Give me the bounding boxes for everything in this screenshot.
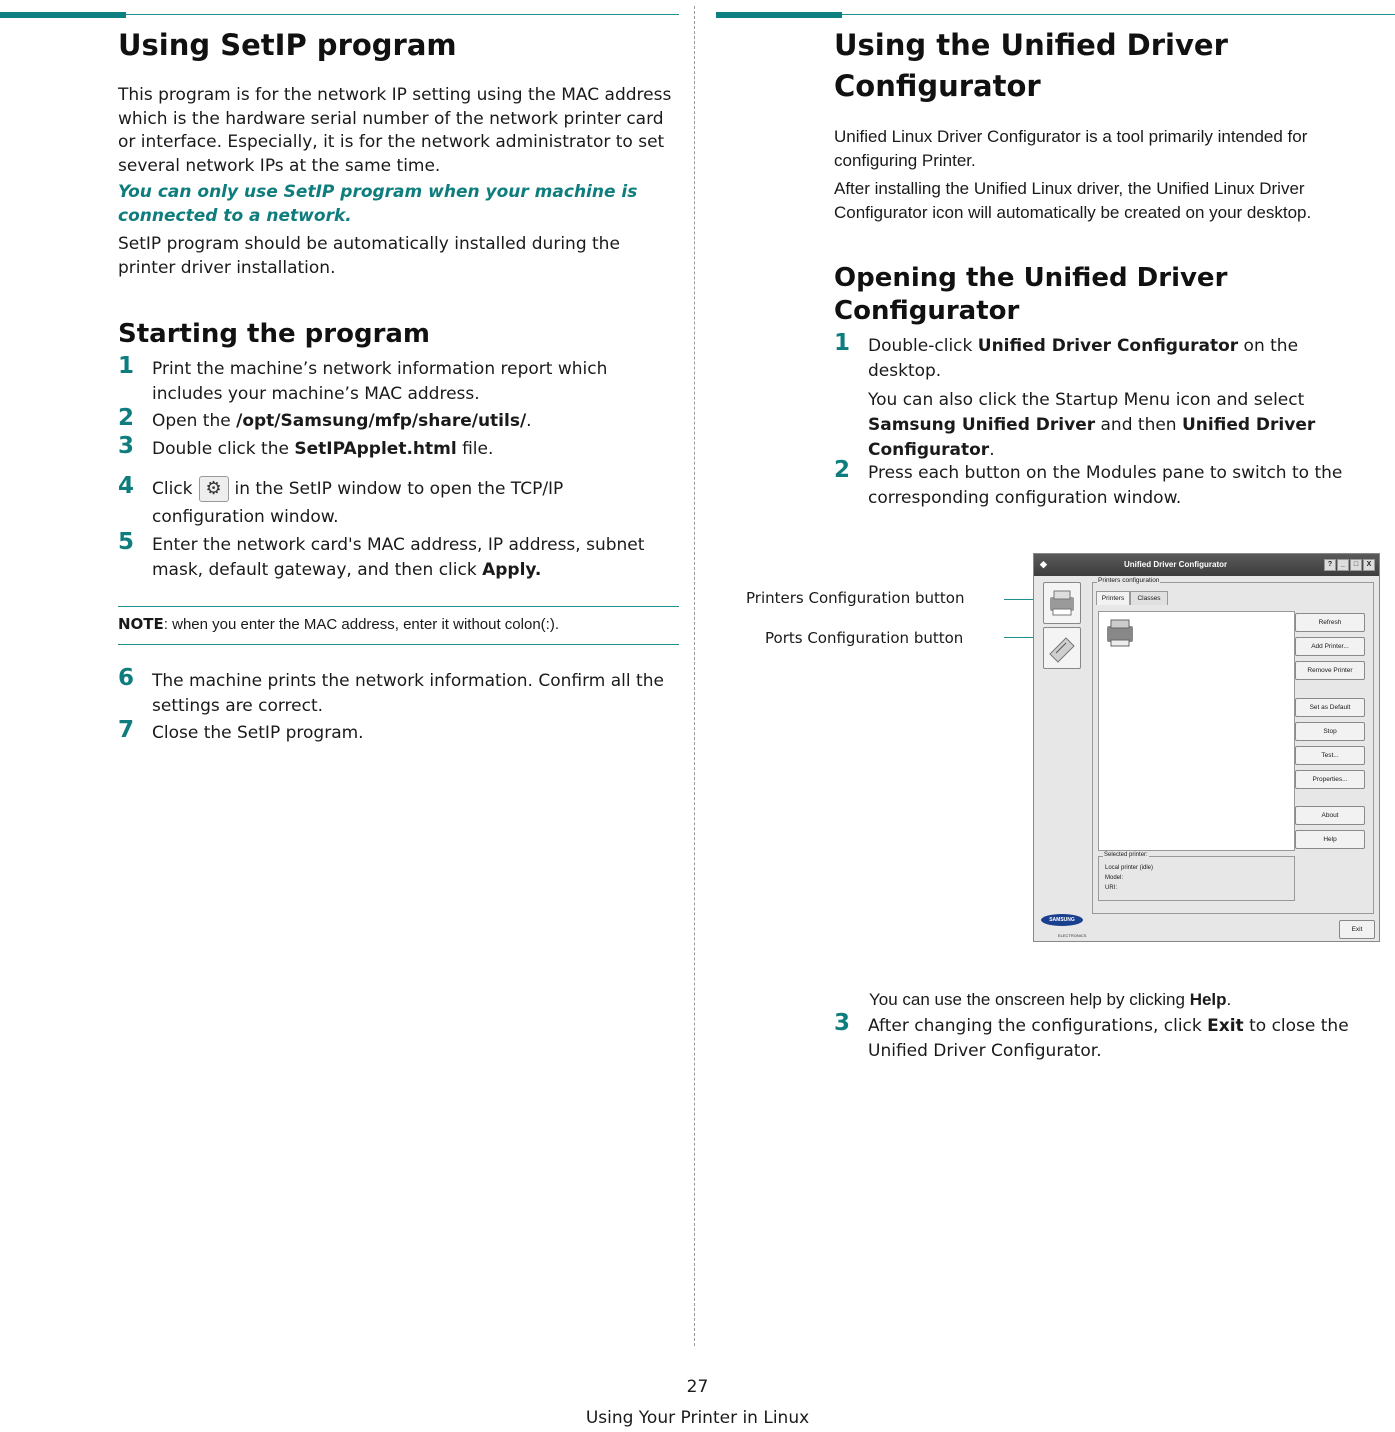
minimize-button[interactable]: _: [1337, 559, 1349, 571]
app-icon: ◆: [1040, 559, 1047, 569]
printer-list[interactable]: [1098, 611, 1295, 851]
port-icon: [1044, 628, 1080, 668]
step-number: 1: [118, 353, 135, 379]
step-number: 2: [834, 457, 851, 483]
setip-intro: This program is for the network IP setting using the MAC address which is the hardware serial number of the network printer card or interface. Especially, it is for the network administrator to set several network IPs at the same time.: [118, 85, 672, 176]
step-5: [118, 529, 678, 585]
ports-configuration-button[interactable]: [1043, 627, 1081, 669]
step-number: 4: [118, 473, 135, 499]
printers-configuration-frame: [1092, 577, 1374, 914]
refresh-button[interactable]: Refresh: [1295, 613, 1365, 632]
frame-legend: Printers configuration: [1098, 577, 1160, 584]
page-number: 27: [686, 1377, 709, 1397]
step-3: [118, 433, 678, 465]
step-number: 5: [118, 529, 135, 555]
selected-printer-uri: URI:: [1105, 885, 1117, 891]
setip-emphasis: You can only use SetIP program when your machine is connected to a network.: [118, 182, 638, 226]
window-titlebar: [1034, 554, 1379, 576]
step-number: 3: [834, 1010, 851, 1036]
exit-button[interactable]: Exit: [1339, 920, 1375, 939]
udc-step-1: [834, 330, 1394, 462]
section-title-opening-line2: Configurator: [834, 296, 1020, 326]
section-title-starting: Starting the program: [118, 319, 431, 349]
tab-classes[interactable]: Classes: [1130, 591, 1168, 605]
step-2: [118, 405, 678, 437]
udc-intro: Unified Linux Driver Configurator is a tool primarily intended for configuring Printer.: [834, 127, 1308, 170]
column-divider: [694, 6, 695, 1346]
step-text: Close the SetIP program.: [152, 723, 364, 743]
step-number: 2: [118, 405, 135, 431]
udc-install: After installing the Unified Linux driver, the Unified Linux Driver Configurator icon will automatically be created on your desktop.: [834, 179, 1312, 222]
printer-icon: [1044, 583, 1080, 623]
note-label: NOTE: [118, 615, 164, 633]
step-text: Click ⚙ in the SetIP window to open the TCP/IP configuration window.: [152, 478, 564, 527]
step-6: [118, 665, 678, 721]
page-title-udc-line2: Configurator: [834, 69, 1041, 103]
step-text: Press each button on the Modules pane to switch to the corresponding configuration window.: [868, 463, 1343, 508]
selected-printer-box: [1098, 852, 1295, 901]
callout-printers-configuration: Printers Configuration button: [746, 589, 965, 607]
section-title-opening-line1: Opening the Unified Driver: [834, 263, 1228, 293]
left-header-rule: [126, 14, 679, 15]
step-text: After changing the configurations, click Exit to close the Unified Driver Configurator.: [868, 1016, 1349, 1061]
selected-printer-model: Model:: [1105, 875, 1124, 881]
about-button[interactable]: About: [1295, 806, 1365, 825]
note: [118, 615, 679, 633]
gear-icon: ⚙: [199, 476, 229, 502]
udc-window-screenshot: [1033, 553, 1380, 942]
selected-printer-legend: Selected printer:: [1104, 852, 1148, 858]
step-text: Enter the network card's MAC address, IP address, subnet mask, default gateway, and then click Apply.: [152, 535, 645, 580]
step-text: Print the machine’s network information report which includes your machine’s MAC address.: [152, 359, 608, 404]
printers-configuration-button[interactable]: [1043, 582, 1081, 624]
left-header-bar: [0, 12, 126, 18]
stop-button[interactable]: Stop: [1295, 722, 1365, 741]
step-text: The machine prints the network information. Confirm all the settings are correct.: [152, 671, 664, 716]
note-top-rule: [118, 606, 679, 607]
step-text: Double click the SetIPApplet.html file.: [152, 439, 494, 459]
printer-list-icon: [1103, 616, 1137, 650]
right-header-bar: [716, 12, 842, 18]
udc-step-3: [834, 1010, 1394, 1066]
footer-section-title: Using Your Printer in Linux: [585, 1408, 810, 1428]
add-printer-button[interactable]: Add Printer...: [1295, 637, 1365, 656]
tab-printers[interactable]: Printers: [1096, 591, 1130, 605]
window-title: Unified Driver Configurator: [1124, 560, 1228, 569]
properties-button[interactable]: Properties...: [1295, 770, 1365, 789]
setip-install-note: SetIP program should be automatically installed during the printer driver installation.: [118, 234, 620, 278]
page-title-udc-line1: Using the Unified Driver: [834, 28, 1228, 62]
test-button[interactable]: Test...: [1295, 746, 1365, 765]
set-default-button[interactable]: Set as Default: [1295, 698, 1365, 717]
step-number: 1: [834, 330, 851, 356]
remove-printer-button[interactable]: Remove Printer: [1295, 661, 1365, 680]
help-hint: You can use the onscreen help by clicking Help.: [869, 990, 1232, 1009]
page-title-setip: Using SetIP program: [118, 28, 457, 62]
maximize-button[interactable]: □: [1350, 559, 1362, 571]
note-text: : when you enter the MAC address, enter it without colon(:).: [163, 616, 559, 633]
step-number: 3: [118, 433, 135, 459]
udc-step-2: [834, 457, 1394, 513]
right-header-rule: [842, 14, 1395, 15]
samsung-logo-sub: ELECTRONICS: [1058, 933, 1087, 938]
step-1: [118, 353, 678, 409]
step-7: [118, 717, 678, 749]
close-button[interactable]: X: [1363, 559, 1375, 571]
note-bottom-rule: [118, 644, 679, 645]
help-button[interactable]: Help: [1295, 830, 1365, 849]
step-text: Open the /opt/Samsung/mfp/share/utils/.: [152, 411, 532, 431]
callout-ports-configuration: Ports Configuration button: [765, 629, 964, 647]
selected-printer-status: Local printer (idle): [1105, 865, 1154, 871]
step-number: 6: [118, 665, 135, 691]
help-title-button[interactable]: ?: [1324, 559, 1336, 571]
step-subtext: You can also click the Startup Menu icon and select Samsung Unified Driver and then Unified Driver Configurator.: [868, 390, 1316, 460]
step-number: 7: [118, 717, 135, 743]
step-text: Double-click Unified Driver Configurator on the desktop.: [868, 336, 1299, 381]
step-4: [118, 473, 678, 533]
samsung-logo: SAMSUNG: [1041, 914, 1083, 926]
